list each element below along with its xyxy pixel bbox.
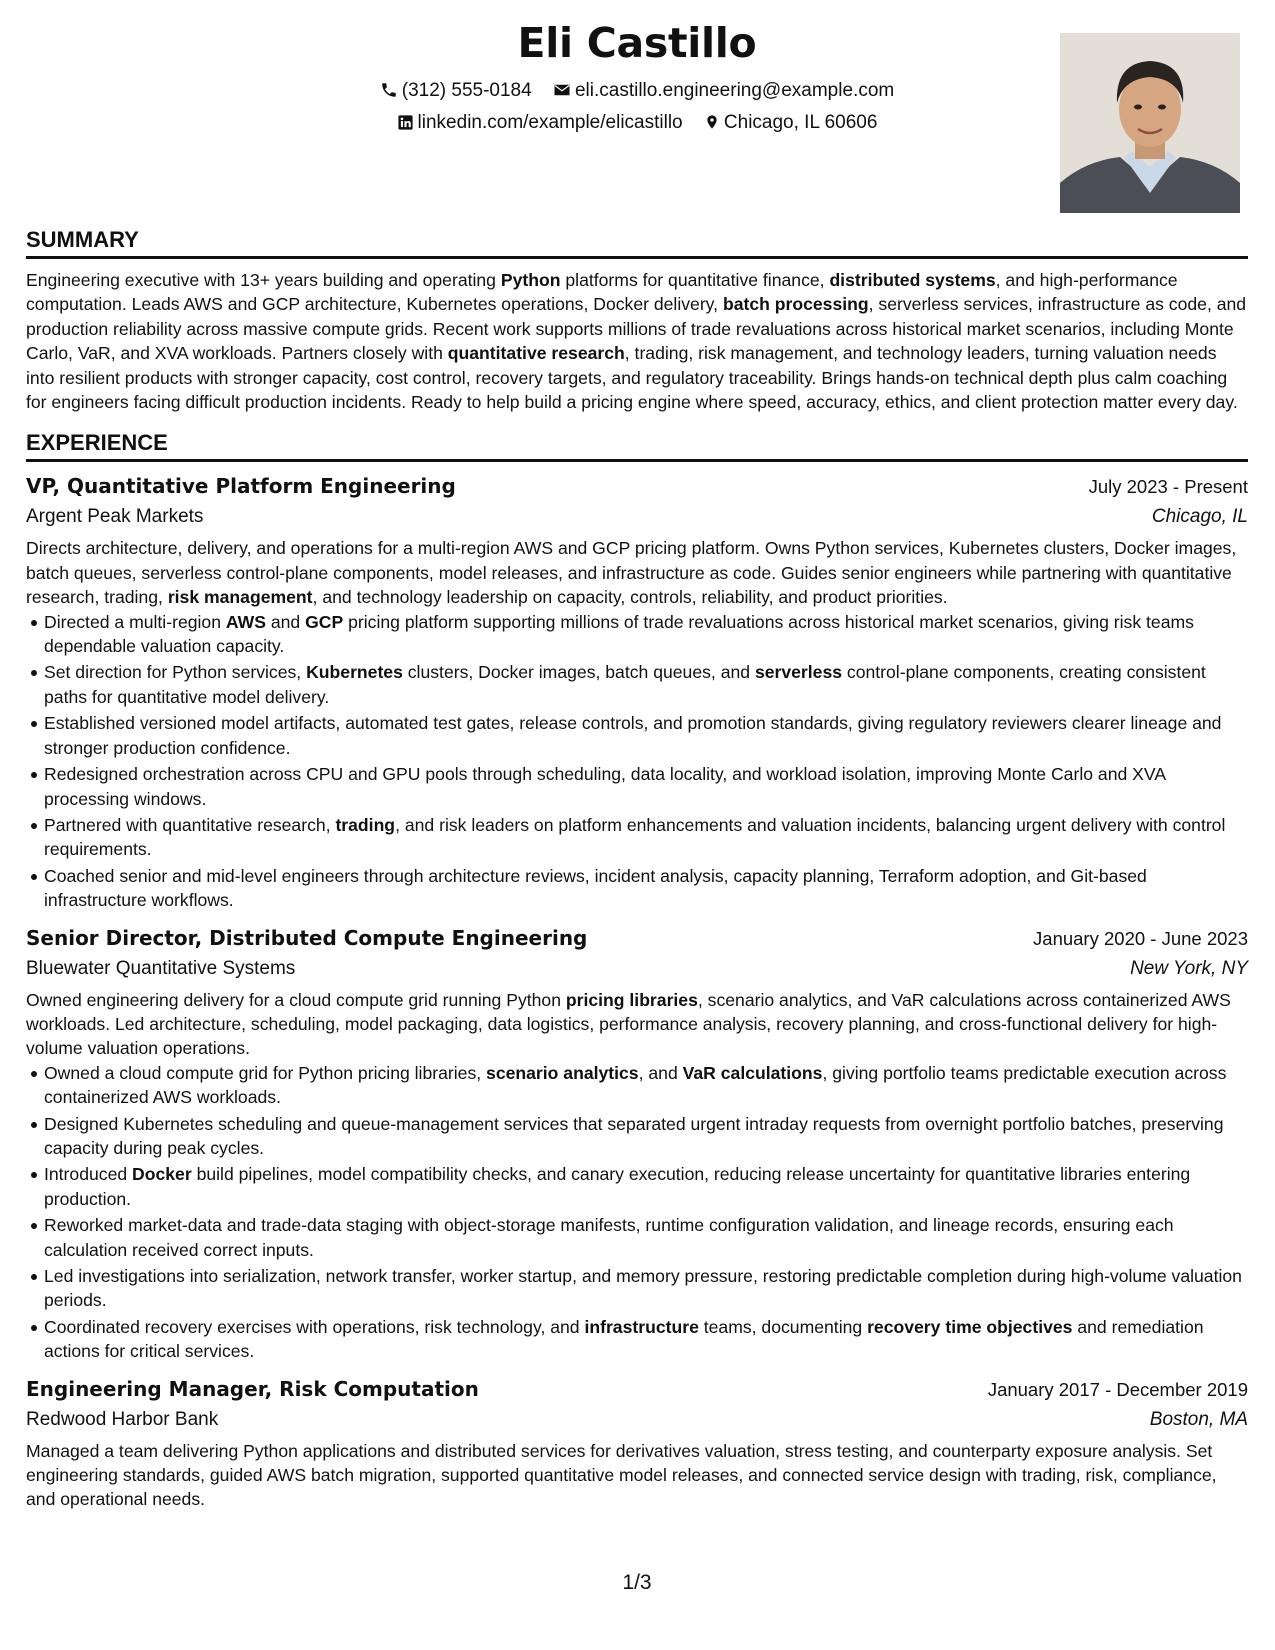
phone-text: (312) 555-0184 [401,80,532,101]
text-segment: Reworked market-data and trade-data staging with object-storage manifests, runtime configuration validation, and lineage records, ensuring each calculation received correct inputs. [44,1215,1174,1260]
contact-email[interactable] [553,78,894,104]
text-segment: Redesigned orchestration across CPU and GPU pools through scheduling, data locality, and workload isolation, improving Monte Carlo and XVA processing windows. [44,764,1166,809]
contact-linkedin[interactable] [397,110,683,136]
achievement-list [26,1061,1248,1364]
achievement-item [44,610,1248,659]
job-subheader [26,954,1248,984]
job-header [26,923,1248,954]
achievement-list [26,610,1248,913]
candidate-name: Eli Castillo [517,19,757,67]
text-segment: Coordinated recovery exercises with operations, risk technology, and [44,1316,585,1337]
achievement-item [44,1061,1248,1110]
emphasis-text: GCP [305,611,344,632]
job-header [26,1374,1248,1405]
emphasis-text: Python [500,270,561,290]
emphasis-text: Kubernetes [306,662,403,683]
job-title: VP, Quantitative Platform Engineering [26,474,456,499]
location-text: Chicago, IL 60606 [723,112,878,133]
job-dates: January 2020 - June 2023 [1033,927,1248,949]
company-name: Bluewater Quantitative Systems [26,957,296,979]
job-location: New York, NY [1130,957,1248,979]
achievement-item [44,660,1248,709]
job-location: Chicago, IL [1151,506,1248,528]
job-description [26,988,1248,1061]
envelope-icon [553,81,571,99]
achievement-item [44,762,1248,811]
achievement-item [44,1112,1248,1161]
emphasis-text: serverless [754,662,843,683]
page-number: 1/3 [622,1571,652,1594]
text-segment: Owned a cloud compute grid for Python pricing libraries, [44,1062,487,1083]
experience-list [26,471,1248,1511]
text-segment: Managed a team delivering Python applications and distributed services for derivatives valuation, stress testing, and counterparty exposure analysis. Set engineering standards, guided AWS batch migration, supported quantitative model releases, and connected service design with trading, risk, compliance, and operational needs. [26,1440,1217,1510]
summary-heading: SUMMARY [26,226,1248,259]
text-segment: Set direction for Python services, [44,662,307,683]
job-entry [26,923,1248,1364]
achievement-item [44,1213,1248,1262]
map-pin-icon [704,113,720,131]
text-segment: Directed a multi-region [44,611,226,632]
text-segment: , and risk leaders on platform enhancements and valuation incidents, balancing urgent delivery with control requirements. [44,814,1226,860]
phone-icon [380,81,398,99]
job-subheader [26,502,1248,532]
emphasis-text: VaR calculations [682,1062,823,1083]
job-subheader [26,1405,1248,1435]
text-segment: , serverless services, infrastructure as code, and production reliability across massive compute grids. Recent work supports millions of trade revaluations across historical market scenarios, including Monte Carlo, VaR, and XVA workloads. Partners closely with [26,294,1247,364]
text-segment: and [265,611,306,632]
text-segment: and remediation actions for critical services. [44,1316,1204,1362]
text-segment: , and [638,1062,683,1083]
profile-photo [1060,33,1240,213]
resume-page [26,0,1248,1650]
job-entry [26,1374,1248,1512]
job-title: Senior Director, Distributed Compute Engineering [26,925,588,950]
text-segment: pricing platform supporting millions of trade revaluations across historical market scenarios, giving risk teams dependable valuation capacity. [44,611,1194,657]
email-link[interactable]: eli.castillo.engineering@example.com [574,80,895,101]
text-segment: build pipelines, model compatibility checks, and canary execution, reducing release uncertainty for quantitative libraries entering production. [44,1164,1191,1209]
emphasis-text: infrastructure [584,1316,699,1337]
text-segment: Directs architecture, delivery, and operations for a multi-region AWS and GCP pricing platform. Owns Python services, Kubernetes clusters, Docker images, batch queues, serverless control-plane components, model releases, and infrastructure as code. Guides senior engineers while partnering with quantitative research, trading, [26,538,1237,608]
summary-text [26,268,1248,414]
text-segment: Coached senior and mid-level engineers through architecture reviews, incident analysis, capacity planning, Terraform adoption, and Git-based infrastructure workflows. [44,865,1147,911]
text-segment: teams, documenting [698,1316,868,1337]
job-dates: July 2023 - Present [1088,476,1248,498]
company-name: Argent Peak Markets [26,506,204,528]
emphasis-text: batch processing [722,294,869,315]
emphasis-text: quantitative research [447,343,625,364]
emphasis-text: Docker [132,1164,192,1185]
linkedin-icon [397,114,414,131]
text-segment: , and technology leadership on capacity, controls, reliability, and product priorities. [312,587,948,608]
job-description [26,536,1248,609]
experience-heading: EXPERIENCE [26,429,1248,462]
text-segment: Partnered with quantitative research, [44,814,336,835]
achievement-item [44,813,1248,862]
emphasis-text: AWS [225,611,266,632]
text-segment: , giving portfolio teams predictable execution across containerized AWS workloads. [44,1062,1227,1108]
text-segment: , scenario analytics, and VaR calculations across containerized AWS workloads. Led architecture, scheduling, model packaging, data logistics, performance analysis, recovery planning, and cross-functional delivery for high-volume valuation operations. [26,989,1231,1059]
job-location: Boston, MA [1149,1408,1248,1430]
resume-content [26,226,1248,1512]
achievement-item [44,1162,1248,1211]
text-segment: platforms for quantitative finance, [560,270,830,290]
emphasis-text: trading [335,814,396,835]
text-segment: clusters, Docker images, batch queues, and [402,662,755,683]
text-segment: , trading, risk management, and technology leaders, turning valuation needs into resilient products with stronger capacity, cost control, recovery targets, and regulatory traceability. Brings hands-on technical depth plus calm coaching for engineers facing difficult production incidents. Ready to help build a pricing engine where speed, accuracy, ethics, and client protection matter every day. [26,343,1238,413]
text-segment: Owned engineering delivery for a cloud compute grid running Python [26,989,566,1010]
text-segment: Led investigations into serialization, network transfer, worker startup, and memory pressure, restoring predictable completion during high-volume valuation periods. [44,1266,1242,1311]
company-name: Redwood Harbor Bank [26,1408,219,1430]
emphasis-text: distributed systems [829,270,996,290]
achievement-item [44,711,1248,760]
linkedin-link[interactable]: linkedin.com/example/elicastillo [417,112,683,133]
job-description [26,1439,1248,1512]
text-segment: Established versioned model artifacts, automated test gates, release controls, and promotion standards, giving regulatory reviewers clearer lineage and stronger production confidence. [44,713,1222,758]
achievement-item [44,1264,1248,1313]
job-header [26,471,1248,502]
emphasis-text: pricing libraries [565,989,698,1010]
text-segment: Introduced [44,1164,133,1185]
text-segment: , and high-performance computation. Leads AWS and GCP architecture, Kubernetes operations, Docker delivery, [26,270,1178,315]
achievement-item [44,1315,1248,1364]
job-title: Engineering Manager, Risk Computation [26,1376,479,1401]
resume-header [26,0,1248,220]
contact-phone [380,78,532,104]
text-segment: control-plane components, creating consistent paths for quantitative model delivery. [44,662,1206,707]
emphasis-text: risk management [167,587,313,608]
achievement-item [44,864,1248,913]
emphasis-text: scenario analytics [486,1062,639,1083]
emphasis-text: recovery time objectives [867,1316,1073,1337]
job-entry [26,471,1248,912]
text-segment: Designed Kubernetes scheduling and queue-management services that separated urgent intraday requests from overnight portfolio batches, preserving capacity during peak cycles. [44,1113,1224,1158]
contact-location [704,110,878,136]
job-dates: January 2017 - December 2019 [987,1378,1248,1400]
text-segment: Engineering executive with 13+ years building and operating [26,270,501,290]
